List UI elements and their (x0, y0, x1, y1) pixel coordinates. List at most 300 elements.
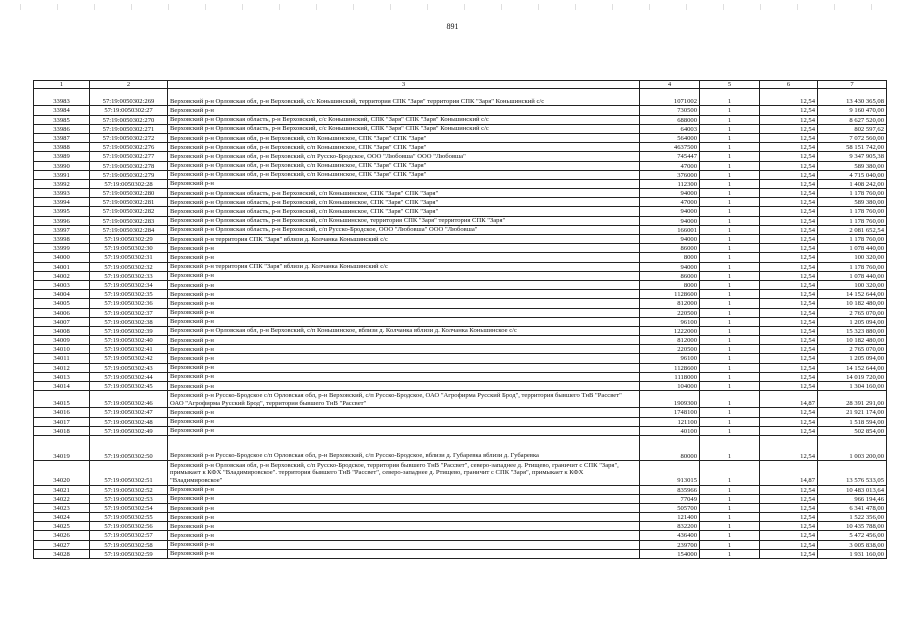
row-number: 34018 (34, 426, 90, 435)
value-cell: 2 081 652,54 (818, 225, 887, 234)
coefficient-cell: 1 (700, 299, 760, 308)
table-row (34, 460, 887, 485)
table-row (34, 207, 887, 216)
area-cell: 1748100 (640, 408, 700, 417)
coefficient-cell: 1 (700, 382, 760, 391)
cadastral-number: 57:19:0050302:30 (90, 244, 168, 253)
area-cell: 812000 (640, 336, 700, 345)
value-cell: 10 483 013,64 (818, 485, 887, 494)
address-text: Верховский р-н (170, 486, 214, 494)
address-cell (168, 308, 640, 317)
area-cell: 86000 (640, 244, 700, 253)
value-cell: 9 160 470,00 (818, 106, 887, 115)
address-cell (168, 115, 640, 124)
coefficient-cell: 1 (700, 308, 760, 317)
rate-cell: 12,54 (760, 372, 818, 381)
rate-cell: 12,54 (760, 494, 818, 503)
table-row (34, 299, 887, 308)
address-cell (168, 89, 640, 106)
cadastral-number: 57:19:0050302:37 (90, 308, 168, 317)
cadastral-number: 57:19:0050302:270 (90, 115, 168, 124)
value-cell: 14 019 720,00 (818, 372, 887, 381)
area-cell: 166001 (640, 225, 700, 234)
table-row (34, 372, 887, 381)
address-text: Верховский р-н Орловская обл, р-н Верховский, с/п Русско-Бродское, ООО "Любовша" ООО "Любовша" (170, 152, 466, 160)
rate-cell: 12,54 (760, 363, 818, 372)
value-cell: 5 472 456,00 (818, 531, 887, 540)
table-row (34, 271, 887, 280)
coefficient-cell: 1 (700, 354, 760, 363)
area-cell: 77049 (640, 494, 700, 503)
rate-cell: 12,54 (760, 143, 818, 152)
address-text: Верховский р-н (170, 290, 214, 298)
rate-cell: 12,54 (760, 216, 818, 225)
address-cell (168, 336, 640, 345)
rate-cell: 12,54 (760, 317, 818, 326)
coefficient-cell: 1 (700, 262, 760, 271)
table-row (34, 262, 887, 271)
value-cell: 4 715 040,00 (818, 170, 887, 179)
address-cell (168, 161, 640, 170)
coefficient-cell: 1 (700, 253, 760, 262)
area-cell: 64003 (640, 124, 700, 133)
address-text: Верховский р-н (170, 550, 214, 558)
cadastral-number: 57:19:0050302:278 (90, 161, 168, 170)
cadastral-number: 57:19:0050302:55 (90, 513, 168, 522)
row-number: 34009 (34, 336, 90, 345)
coefficient-cell: 1 (700, 115, 760, 124)
value-cell: 1 522 356,00 (818, 513, 887, 522)
area-cell: 730500 (640, 106, 700, 115)
address-cell (168, 531, 640, 540)
coefficient-cell: 1 (700, 271, 760, 280)
table-row (34, 170, 887, 179)
address-text: Верховский р-н Орловская область, р-н Верховский, с/п Русско-Бродское, ООО "Любовша" ООО "Любовша" (170, 226, 478, 234)
row-number: 33997 (34, 225, 90, 234)
table-row (34, 161, 887, 170)
table-row (34, 549, 887, 558)
address-text: Верховский р-н (170, 345, 214, 353)
value-cell: 8 627 520,00 (818, 115, 887, 124)
cadastral-number: 57:19:0050302:39 (90, 326, 168, 335)
coefficient-cell: 1 (700, 133, 760, 142)
value-cell: 100 320,00 (818, 280, 887, 289)
rate-cell: 12,54 (760, 345, 818, 354)
row-number: 34001 (34, 262, 90, 271)
cadastral-number: 57:19:0050302:57 (90, 531, 168, 540)
row-number: 34000 (34, 253, 90, 262)
rate-cell: 12,54 (760, 299, 818, 308)
area-cell: 832200 (640, 522, 700, 531)
area-cell: 47000 (640, 161, 700, 170)
address-text: Верховский р-н (170, 532, 214, 540)
coefficient-cell: 1 (700, 513, 760, 522)
table-row (34, 336, 887, 345)
value-cell: 100 320,00 (818, 253, 887, 262)
table-row (34, 253, 887, 262)
row-number: 33992 (34, 179, 90, 188)
cadastral-number: 57:19:0050302:41 (90, 345, 168, 354)
rate-cell: 12,54 (760, 426, 818, 435)
address-text: Верховский р-н (170, 272, 214, 280)
table-row (34, 417, 887, 426)
header-row (34, 81, 887, 89)
row-number: 34019 (34, 435, 90, 460)
address-text: Верховский р-н Орловская обл, р-н Верховский, с/с Коньшинский, территория СПК "Заря" территория СПК "Заря" Коньшинский с/с (170, 97, 545, 105)
coefficient-cell: 1 (700, 244, 760, 253)
column-header: 6 (760, 81, 818, 89)
address-cell (168, 503, 640, 512)
coefficient-cell: 1 (700, 503, 760, 512)
address-text: Верховский р-н (170, 336, 214, 344)
row-number: 34008 (34, 326, 90, 335)
rate-cell: 12,54 (760, 540, 818, 549)
table-row (34, 216, 887, 225)
area-cell: 40100 (640, 426, 700, 435)
address-text: Верховский р-н (170, 504, 214, 512)
rate-cell: 12,54 (760, 354, 818, 363)
column-header: 4 (640, 81, 700, 89)
cadastral-number: 57:19:0050302:45 (90, 382, 168, 391)
value-cell: 802 597,62 (818, 124, 887, 133)
cadastral-number: 57:19:0050302:280 (90, 189, 168, 198)
row-number: 33996 (34, 216, 90, 225)
address-cell (168, 460, 640, 485)
rate-cell: 12,54 (760, 326, 818, 335)
table-row (34, 345, 887, 354)
cadastral-number: 57:19:0050302:47 (90, 408, 168, 417)
coefficient-cell: 1 (700, 549, 760, 558)
coefficient-cell: 1 (700, 124, 760, 133)
table-row (34, 391, 887, 408)
scan-artifact (0, 4, 905, 10)
area-cell: 94000 (640, 262, 700, 271)
cadastral-number: 57:19:0050302:272 (90, 133, 168, 142)
address-text: Верховский р-н (170, 244, 214, 252)
address-text: Верховский р-н Орловская область, р-н Верховский, с/п Коньшинское, СПК "Заря" СПК "Заря" (170, 189, 439, 197)
table-row (34, 503, 887, 512)
address-text: Верховский р-н (170, 318, 214, 326)
value-cell: 1 178 760,00 (818, 235, 887, 244)
address-cell (168, 485, 640, 494)
table-row (34, 235, 887, 244)
address-text: Верховский р-н Русско-Бродское с/п Орловская обл, р-н Верховский, с/п Русско-Бродское, вблизи д. Губаревка вблизи д. Губаревка (170, 452, 539, 460)
column-header: 1 (34, 81, 90, 89)
coefficient-cell: 1 (700, 106, 760, 115)
table-row (34, 494, 887, 503)
table-row (34, 317, 887, 326)
address-cell (168, 317, 640, 326)
rate-cell: 12,54 (760, 161, 818, 170)
address-cell (168, 244, 640, 253)
table-row (34, 531, 887, 540)
cadastral-number: 57:19:0050302:59 (90, 549, 168, 558)
coefficient-cell: 1 (700, 372, 760, 381)
value-cell: 1 178 760,00 (818, 207, 887, 216)
value-cell: 1 178 760,00 (818, 216, 887, 225)
coefficient-cell: 1 (700, 435, 760, 460)
row-number: 34026 (34, 531, 90, 540)
coefficient-cell: 1 (700, 280, 760, 289)
coefficient-cell: 1 (700, 460, 760, 485)
address-text: Верховский р-н (170, 373, 214, 381)
row-number: 33988 (34, 143, 90, 152)
address-text: Верховский р-н Орловская область, р-н Верховский, с/п Коньшинское, СПК "Заря" СПК "Заря" (170, 198, 439, 206)
address-text: Верховский р-н Орловская обл, р-н Верховский, с/п Коньшинское, СПК "Заря" СПК "Заря" (170, 134, 427, 142)
coefficient-cell: 1 (700, 198, 760, 207)
cadastral-number: 57:19:0050302:58 (90, 540, 168, 549)
row-number: 33989 (34, 152, 90, 161)
table-row (34, 540, 887, 549)
cadastral-number: 57:19:0050302:33 (90, 271, 168, 280)
value-cell: 1 078 440,00 (818, 244, 887, 253)
rate-cell: 12,54 (760, 531, 818, 540)
row-number: 33990 (34, 161, 90, 170)
rate-cell: 12,54 (760, 336, 818, 345)
area-cell: 104000 (640, 382, 700, 391)
address-text: Верховский р-н (170, 364, 214, 372)
value-cell: 1 518 594,00 (818, 417, 887, 426)
rate-cell: 12,54 (760, 271, 818, 280)
value-cell: 1 178 760,00 (818, 262, 887, 271)
row-number: 34007 (34, 317, 90, 326)
value-cell: 1 003 200,00 (818, 435, 887, 460)
coefficient-cell: 1 (700, 426, 760, 435)
value-cell: 7 072 560,00 (818, 133, 887, 142)
row-number: 33991 (34, 170, 90, 179)
value-cell: 13 430 365,08 (818, 89, 887, 106)
area-cell: 94000 (640, 216, 700, 225)
cadastral-number: 57:19:0050302:44 (90, 372, 168, 381)
table-row (34, 189, 887, 198)
table-row (34, 326, 887, 335)
address-cell (168, 382, 640, 391)
coefficient-cell: 1 (700, 417, 760, 426)
row-number: 34023 (34, 503, 90, 512)
address-cell (168, 179, 640, 188)
value-cell: 1 931 160,00 (818, 549, 887, 558)
address-cell (168, 299, 640, 308)
address-text: Верховский р-н (170, 513, 214, 521)
rate-cell: 12,54 (760, 170, 818, 179)
rate-cell: 12,54 (760, 549, 818, 558)
address-cell (168, 363, 640, 372)
address-cell (168, 189, 640, 198)
value-cell: 21 921 174,00 (818, 408, 887, 417)
row-number: 34005 (34, 299, 90, 308)
address-cell (168, 198, 640, 207)
table-row (34, 308, 887, 317)
address-cell (168, 170, 640, 179)
cadastral-number: 57:19:0050302:281 (90, 198, 168, 207)
value-cell: 1 205 094,00 (818, 317, 887, 326)
area-cell: 220500 (640, 308, 700, 317)
address-cell (168, 271, 640, 280)
coefficient-cell: 1 (700, 363, 760, 372)
table-row (34, 225, 887, 234)
area-cell: 94000 (640, 189, 700, 198)
address-text: Верховский р-н (170, 382, 214, 390)
row-number: 34027 (34, 540, 90, 549)
coefficient-cell: 1 (700, 485, 760, 494)
value-cell: 589 380,00 (818, 198, 887, 207)
address-cell (168, 549, 640, 558)
address-cell (168, 143, 640, 152)
cadastral-number: 57:19:0050302:29 (90, 235, 168, 244)
table-row (34, 522, 887, 531)
cadastral-number: 57:19:0050302:40 (90, 336, 168, 345)
table-row (34, 290, 887, 299)
area-cell: 564000 (640, 133, 700, 142)
address-text: Верховский р-н Орловская область, р-н Верховский, с/с Коньшинский, СПК "Заря" СПК "Заря" Коньшинский с/с (170, 125, 489, 133)
coefficient-cell: 1 (700, 336, 760, 345)
address-text: Верховский р-н (170, 253, 214, 261)
rate-cell: 12,54 (760, 89, 818, 106)
area-cell: 94000 (640, 207, 700, 216)
address-text: Верховский р-н (170, 495, 214, 503)
cadastral-number: 57:19:0050302:32 (90, 262, 168, 271)
address-text: Верховский р-н территория СПК "Заря" вблизи д. Колчанка Коньшинский с/с (170, 235, 388, 243)
table-row (34, 244, 887, 253)
area-cell: 913015 (640, 460, 700, 485)
address-text: Верховский р-н (170, 281, 214, 289)
cadastral-number: 57:19:0050302:38 (90, 317, 168, 326)
address-text: Верховский р-н (170, 418, 214, 426)
area-cell: 47000 (640, 198, 700, 207)
address-cell (168, 152, 640, 161)
address-text: Верховский р-н Орловская обл, р-н Верховский, с/п Коньшинское, вблизи д. Колчанка вблизи д. Колчанка Коньшинское с/с (170, 327, 517, 335)
coefficient-cell: 1 (700, 540, 760, 549)
coefficient-cell: 1 (700, 522, 760, 531)
address-cell (168, 216, 640, 225)
row-number: 34006 (34, 308, 90, 317)
rate-cell: 12,54 (760, 115, 818, 124)
cadastral-number: 57:19:0050302:35 (90, 290, 168, 299)
table-row (34, 152, 887, 161)
address-text: Верховский р-н территория СПК "Заря" вблизи д. Колчанка Коньшинский с/с (170, 263, 388, 271)
value-cell: 1 205 094,00 (818, 354, 887, 363)
value-cell: 10 182 480,00 (818, 299, 887, 308)
row-number: 34004 (34, 290, 90, 299)
row-number: 34022 (34, 494, 90, 503)
coefficient-cell: 1 (700, 345, 760, 354)
address-cell (168, 106, 640, 115)
address-text: Верховский р-н Орловская обл, р-н Верховский, с/п Коньшинское, СПК "Заря" СПК "Заря" (170, 171, 427, 179)
coefficient-cell: 1 (700, 179, 760, 188)
area-cell: 220500 (640, 345, 700, 354)
address-cell (168, 262, 640, 271)
address-cell (168, 354, 640, 363)
rate-cell: 12,54 (760, 262, 818, 271)
address-text: Верховский р-н Орловская обл, р-н Верховский, с/п Русско-Бродское, территория бывшего ТнВ "Рассвет", северо-западнее д. Ртищево, граничит с СПК "Заря", примыкает к КФХ "Владимировское". территория бывшего ТнВ "Рассвет", северо-западнее д. Ртищево, граничит с СПК "Заря", примыкает к КФХ "Владимировское" (170, 461, 619, 484)
column-header: 3 (168, 81, 640, 89)
coefficient-cell: 1 (700, 216, 760, 225)
address-cell (168, 133, 640, 142)
area-cell: 86000 (640, 271, 700, 280)
area-cell: 121100 (640, 417, 700, 426)
cadastral-number: 57:19:0050302:51 (90, 460, 168, 485)
row-number: 34025 (34, 522, 90, 531)
address-text: Верховский р-н Орловская область, р-н Верховский, с/с Коньшинский, СПК "Заря" СПК "Заря" Коньшинский с/с (170, 116, 489, 124)
row-number: 34012 (34, 363, 90, 372)
value-cell: 3 005 838,00 (818, 540, 887, 549)
address-cell (168, 417, 640, 426)
rate-cell: 12,54 (760, 522, 818, 531)
row-number: 34024 (34, 513, 90, 522)
address-cell (168, 326, 640, 335)
coefficient-cell: 1 (700, 235, 760, 244)
row-number: 33983 (34, 89, 90, 106)
area-cell: 112300 (640, 179, 700, 188)
rate-cell: 12,54 (760, 133, 818, 142)
row-number: 34014 (34, 382, 90, 391)
address-cell (168, 253, 640, 262)
row-number: 33998 (34, 235, 90, 244)
area-cell: 1128600 (640, 363, 700, 372)
row-number: 34003 (34, 280, 90, 289)
rate-cell: 12,54 (760, 382, 818, 391)
address-text: Верховский р-н (170, 355, 214, 363)
area-cell: 745447 (640, 152, 700, 161)
rate-cell: 12,54 (760, 124, 818, 133)
row-number: 34013 (34, 372, 90, 381)
address-cell (168, 235, 640, 244)
table-row (34, 179, 887, 188)
row-number: 34010 (34, 345, 90, 354)
row-number: 33986 (34, 124, 90, 133)
cadastral-number: 57:19:0050302:54 (90, 503, 168, 512)
row-number: 34017 (34, 417, 90, 426)
value-cell: 15 323 880,00 (818, 326, 887, 335)
rate-cell: 12,54 (760, 485, 818, 494)
row-number: 33984 (34, 106, 90, 115)
table-row (34, 115, 887, 124)
coefficient-cell: 1 (700, 317, 760, 326)
cadastral-number: 57:19:0050302:53 (90, 494, 168, 503)
coefficient-cell: 1 (700, 225, 760, 234)
rate-cell: 12,54 (760, 408, 818, 417)
cadastral-table (33, 80, 887, 559)
table-row (34, 426, 887, 435)
value-cell: 10 435 788,00 (818, 522, 887, 531)
table-row (34, 124, 887, 133)
value-cell: 14 152 644,00 (818, 363, 887, 372)
cadastral-number: 57:19:0050302:31 (90, 253, 168, 262)
cadastral-number: 57:19:0050302:269 (90, 89, 168, 106)
address-text: Верховский р-н (170, 541, 214, 549)
table-row (34, 89, 887, 106)
row-number: 33993 (34, 189, 90, 198)
rate-cell: 12,54 (760, 308, 818, 317)
rate-cell: 12,54 (760, 280, 818, 289)
coefficient-cell: 1 (700, 161, 760, 170)
area-cell: 8000 (640, 253, 700, 262)
address-text: Верховский р-н Орловская обл, р-н Верховский, с/п Коньшинское, СПК "Заря" СПК "Заря" (170, 143, 427, 151)
table-row (34, 280, 887, 289)
address-cell (168, 207, 640, 216)
address-cell (168, 522, 640, 531)
row-number: 33987 (34, 133, 90, 142)
coefficient-cell: 1 (700, 89, 760, 106)
address-text: Верховский р-н (170, 427, 214, 435)
cadastral-number: 57:19:0050302:284 (90, 225, 168, 234)
cadastral-number: 57:19:0050302:277 (90, 152, 168, 161)
address-text: Верховский р-н (170, 309, 214, 317)
cadastral-number: 57:19:0050302:279 (90, 170, 168, 179)
area-cell: 1071002 (640, 89, 700, 106)
table-row (34, 198, 887, 207)
coefficient-cell: 1 (700, 391, 760, 408)
